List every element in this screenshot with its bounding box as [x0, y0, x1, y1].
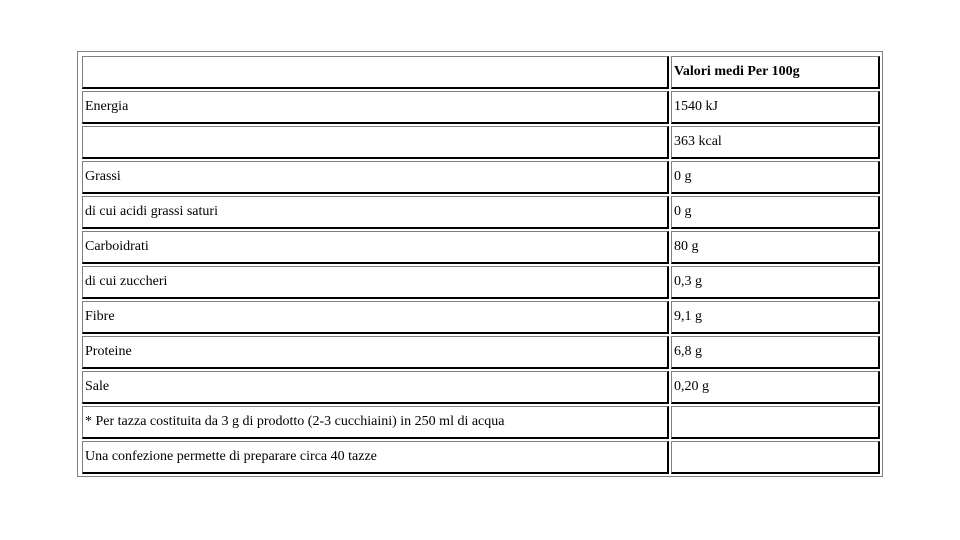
row-value: 1540 kJ	[671, 91, 880, 124]
header-value-cell: Valori medi Per 100g	[671, 56, 880, 89]
row-value	[671, 406, 880, 439]
row-label: Carboidrati	[82, 231, 669, 264]
row-label: Proteine	[82, 336, 669, 369]
row-value: 0 g	[671, 196, 880, 229]
row-value	[671, 441, 880, 474]
row-label: Grassi	[82, 161, 669, 194]
row-label: Fibre	[82, 301, 669, 334]
row-value: 9,1 g	[671, 301, 880, 334]
table-row	[82, 231, 880, 264]
row-value: 0,20 g	[671, 371, 880, 404]
table-row	[82, 266, 880, 299]
row-value: 0,3 g	[671, 266, 880, 299]
table-row	[82, 441, 880, 474]
table-row	[82, 371, 880, 404]
table-row	[82, 336, 880, 369]
nutrition-table	[80, 54, 882, 476]
row-value: 0 g	[671, 161, 880, 194]
header-label-cell	[82, 56, 669, 89]
nutrition-table-frame	[77, 51, 883, 477]
table-row	[82, 301, 880, 334]
table-row	[82, 91, 880, 124]
table-row	[82, 161, 880, 194]
row-label: Energia	[82, 91, 669, 124]
row-label: di cui zuccheri	[82, 266, 669, 299]
row-label: Una confezione permette di preparare circa 40 tazze	[82, 441, 669, 474]
row-value: 363 kcal	[671, 126, 880, 159]
table-row	[82, 196, 880, 229]
row-value: 80 g	[671, 231, 880, 264]
row-label: di cui acidi grassi saturi	[82, 196, 669, 229]
table-row	[82, 126, 880, 159]
table-row	[82, 406, 880, 439]
table-header-row	[82, 56, 880, 89]
row-label: * Per tazza costituita da 3 g di prodotto (2-3 cucchiaini) in 250 ml di acqua	[82, 406, 669, 439]
row-label	[82, 126, 669, 159]
row-label: Sale	[82, 371, 669, 404]
row-value: 6,8 g	[671, 336, 880, 369]
